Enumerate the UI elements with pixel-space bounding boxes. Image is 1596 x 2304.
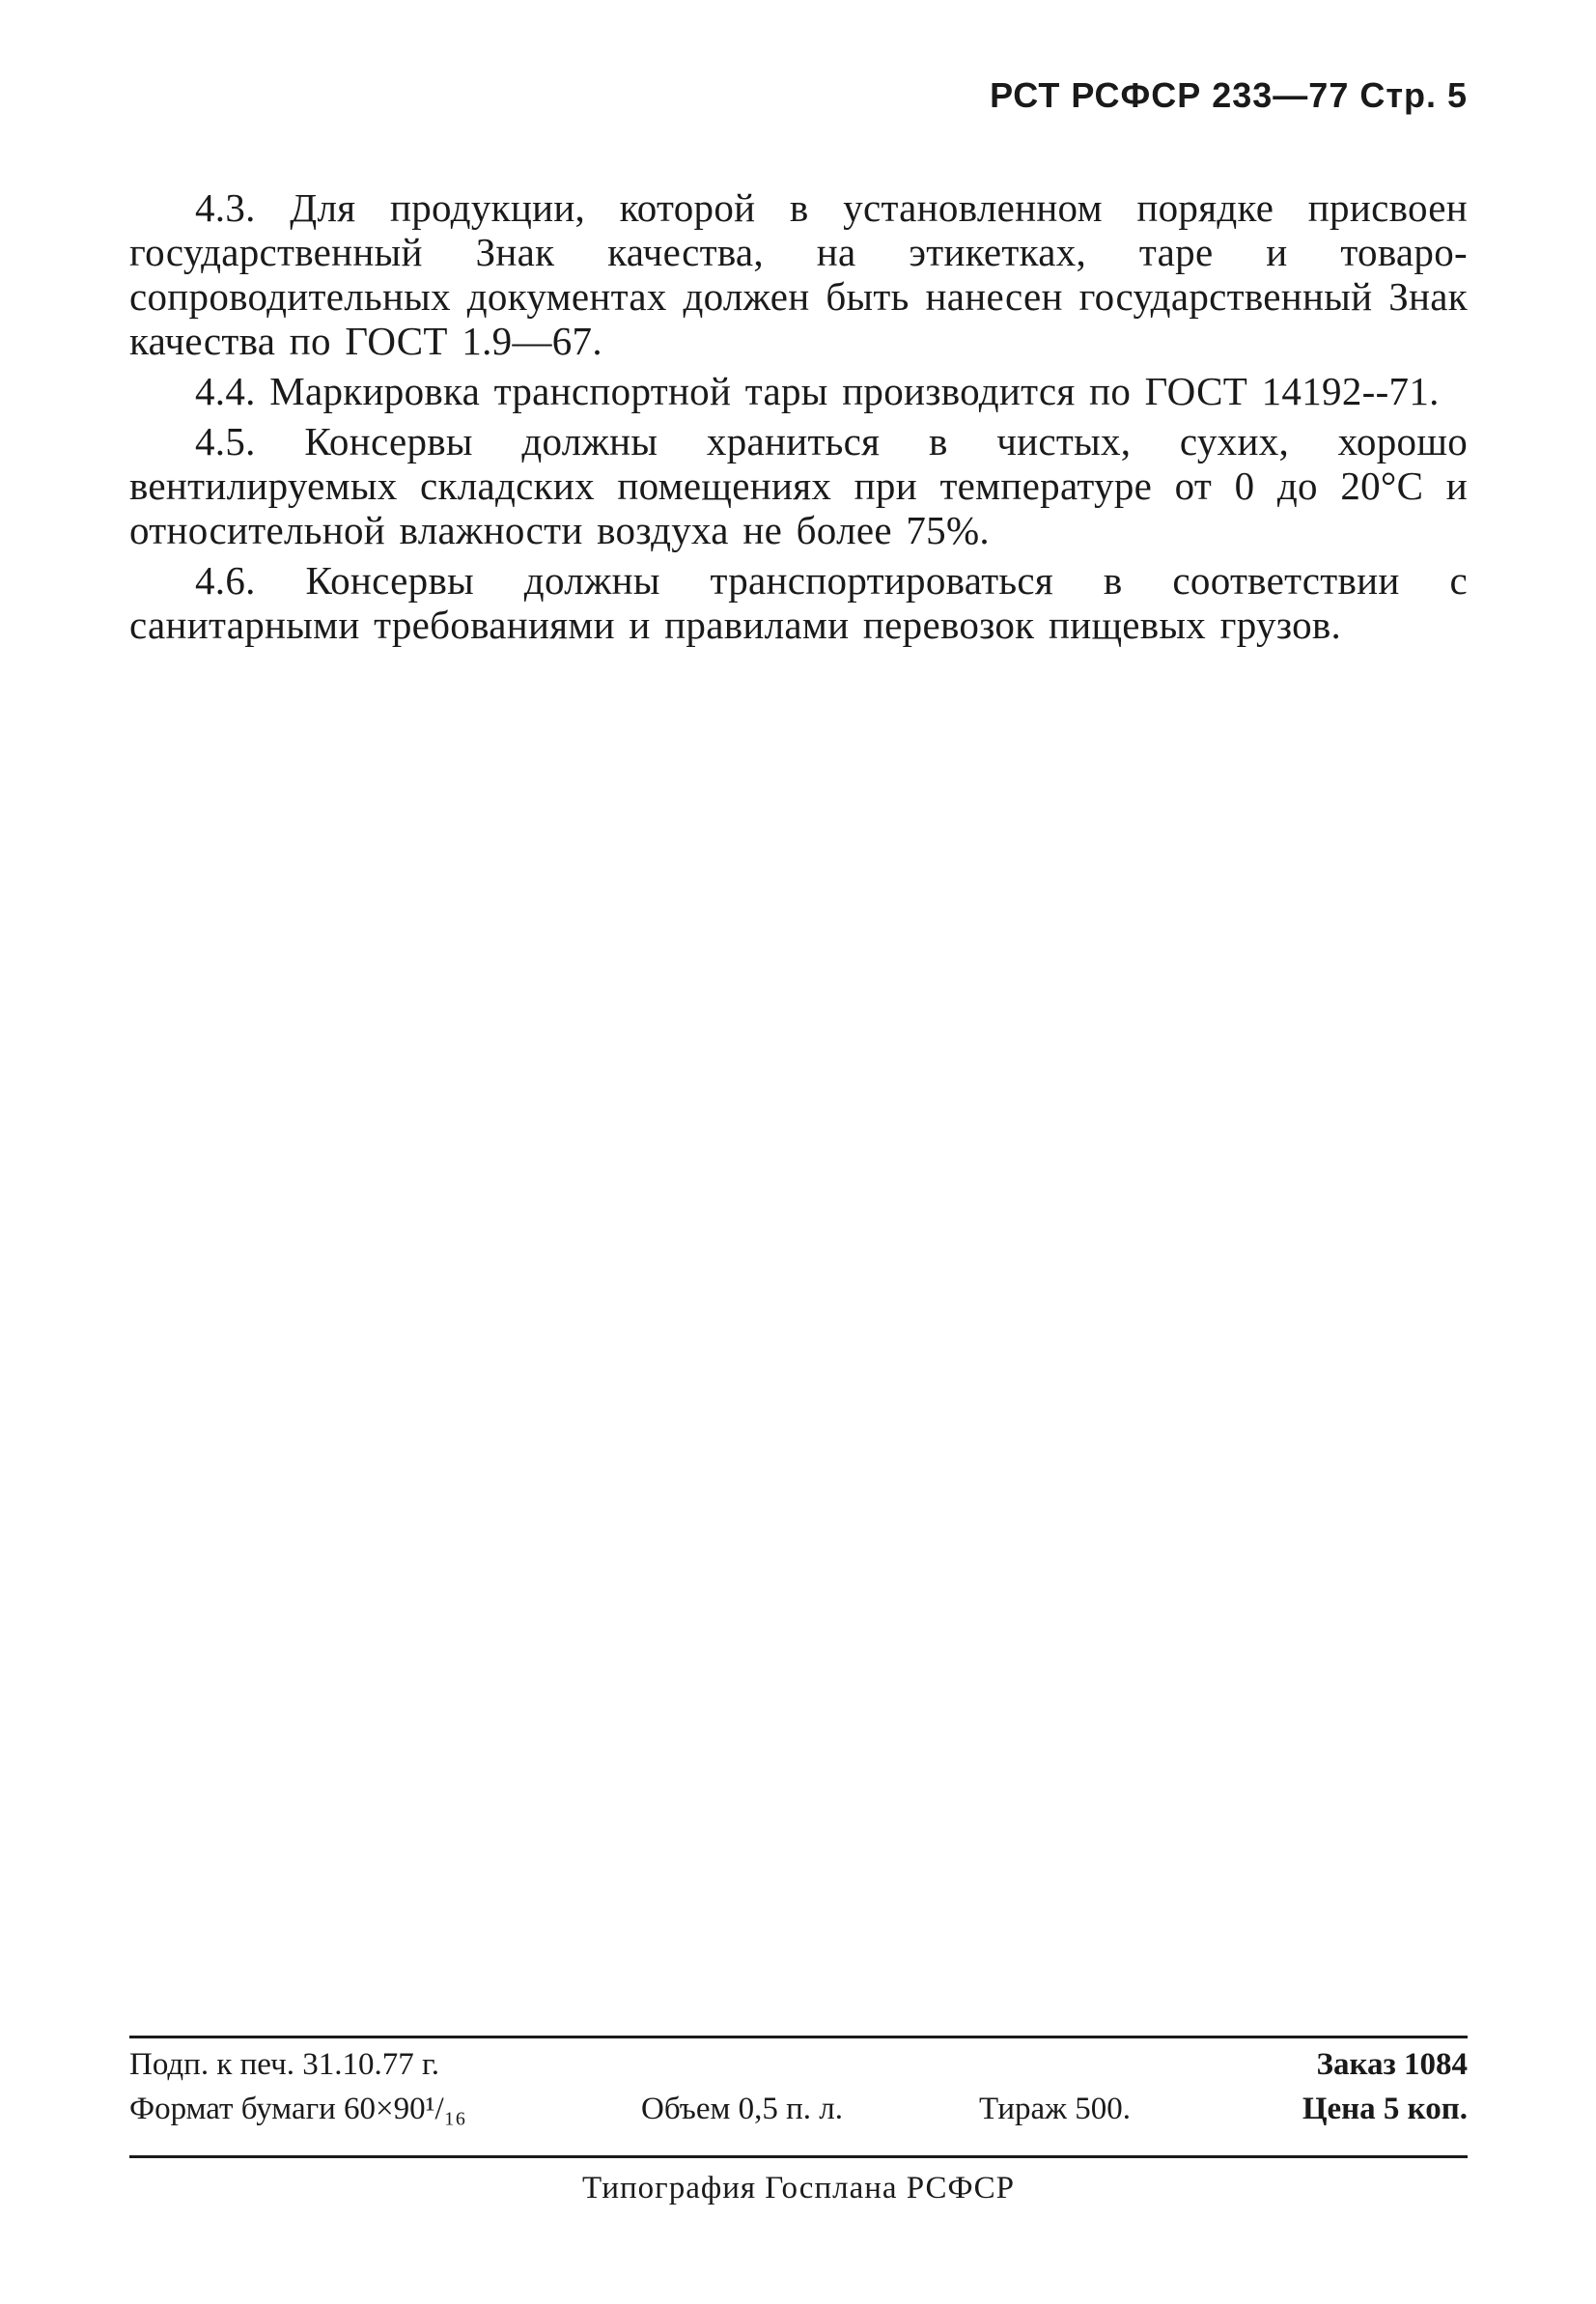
imprint-top-rule bbox=[129, 2036, 1468, 2038]
price-text: Цена 5 коп. bbox=[1302, 2092, 1468, 2126]
printer-name: Типография Госплана РСФСР bbox=[582, 2171, 1015, 2206]
print-run-text: Тираж 500. bbox=[979, 2092, 1131, 2126]
signed-for-print-text: Подп. к печ. 31.10.77 г. bbox=[129, 2047, 440, 2082]
imprint-block bbox=[129, 2047, 1468, 2206]
running-header: РСТ РСФСР 233—77 Стр. 5 bbox=[990, 75, 1468, 115]
paragraph-4-4: 4.4. Маркировка транспортной тары производится по ГОСТ 14192--71. bbox=[195, 369, 1440, 413]
document-body bbox=[129, 185, 1468, 653]
paragraph-4-3: 4.3. Для продукции, которой в установленном порядке присвоен государственный Знак качества, на этикетках, таре и товаро-сопроводительных документах должен быть нанесен государственный Знак качества по ГОСТ 1.9—67. bbox=[129, 185, 1468, 363]
paragraph-4-5: 4.5. Консервы должны храниться в чистых, сухих, хорошо вентилируемых складских помещениях при температуре от 0 до 20°С и относительной влажности воздуха не более 75%. bbox=[129, 419, 1468, 552]
order-number-text: Заказ 1084 bbox=[1316, 2047, 1468, 2082]
imprint-bottom-rule bbox=[129, 2155, 1468, 2158]
paper-format-text: Формат бумаги 60×90¹/₁₆ bbox=[129, 2092, 466, 2126]
imprint-row-2 bbox=[129, 2092, 1468, 2136]
volume-text: Объем 0,5 п. л. bbox=[641, 2092, 844, 2126]
imprint-row-1 bbox=[129, 2047, 1468, 2092]
paragraph-4-6: 4.6. Консервы должны транспортироваться в соответствии с санитарными требованиями и правилами перевозок пищевых грузов. bbox=[129, 558, 1468, 647]
